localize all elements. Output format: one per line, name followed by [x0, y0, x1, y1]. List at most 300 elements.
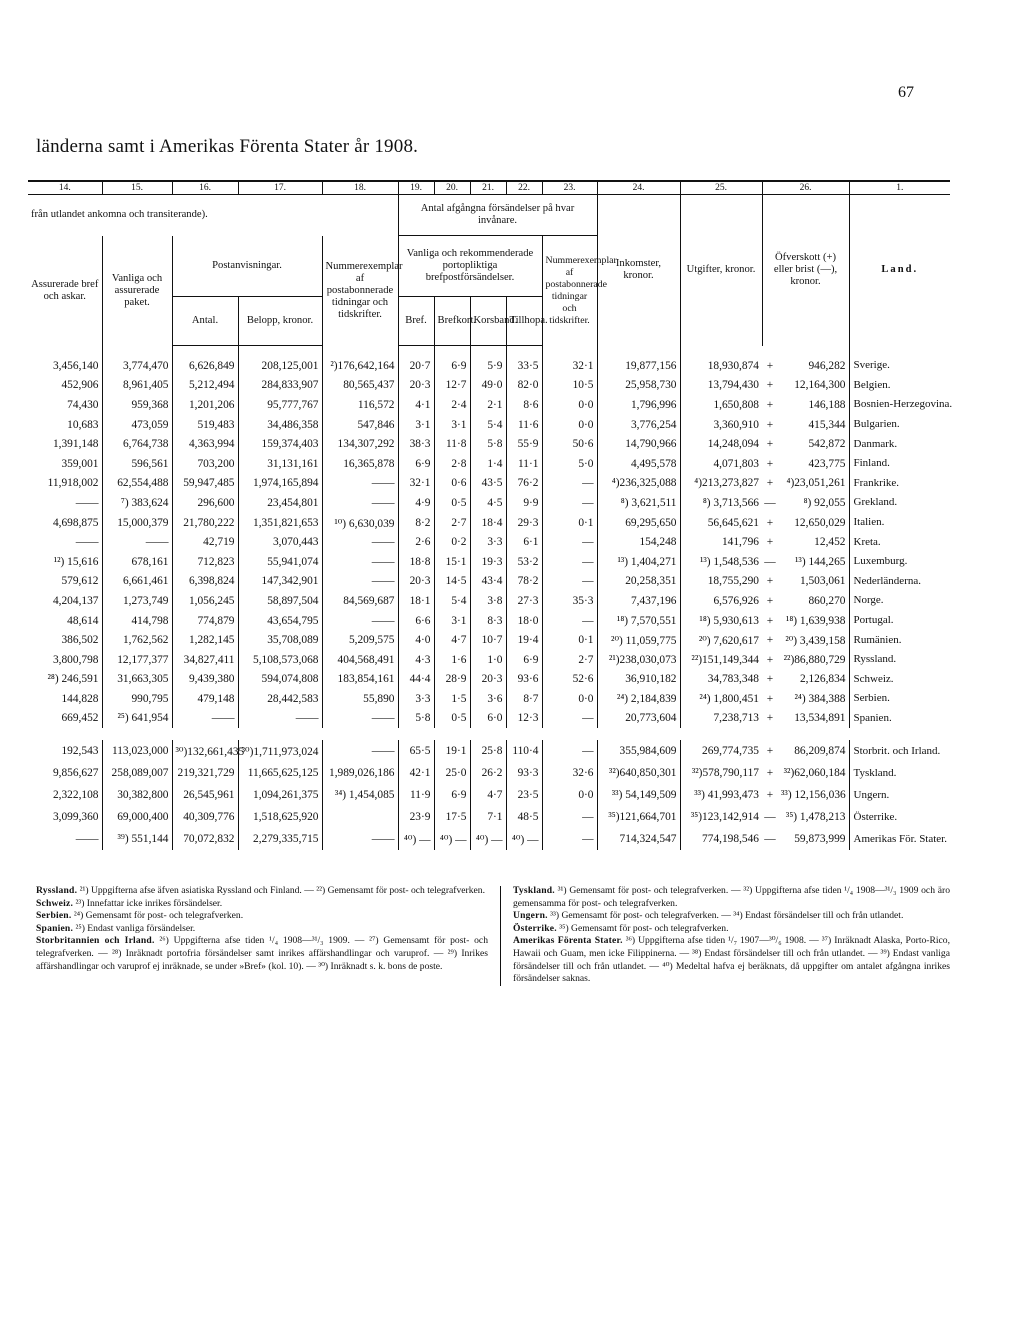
cell-c16: 4,363,994	[172, 434, 238, 454]
statistics-table	[28, 180, 953, 850]
cell-c20: 6·9	[434, 784, 470, 806]
cell-c26: ³⁵) 1,478,213	[785, 811, 846, 824]
cell-c17: 5,108,573,068	[238, 650, 322, 670]
footnote-text: ³⁶) Uppgifterna afse tiden ¹/₇ 1907—³⁰/₆ 1908. — ³⁷) Inräknadt Alaska, Porto-Rico, Hawaii och Guam, men icke Filippinerna. — ³⁸) Endast försändelser till och från utlandet. — ³⁹) Endast vanliga försändelser till och från utlandet. — ⁴⁰) Medeltal hafva ej beräknats, då uppgifter om antalet afgångna inrikes försändelser saknas.	[513, 935, 950, 985]
cell-c24: ³²)640,850,301	[597, 762, 680, 784]
cell-c23: —	[542, 532, 597, 552]
cell-c19: 6·6	[398, 611, 434, 631]
cell-c21: 2·1	[470, 395, 506, 415]
cell-c21: 43·5	[470, 474, 506, 494]
cell-c26: 12,452	[814, 536, 846, 549]
cell-c19: ⁴⁰) —	[398, 828, 434, 850]
cell-c20: 0·5	[434, 709, 470, 729]
cell-c20: 3·1	[434, 611, 470, 631]
cell-c17: 159,374,403	[238, 434, 322, 454]
cell-c23: —	[542, 493, 597, 513]
cell-sign: +	[766, 516, 774, 529]
cell-c25: ³²)578,790,117	[680, 762, 762, 784]
footnotes-left	[36, 885, 488, 973]
cell-c22: 33·5	[506, 346, 542, 376]
cell-c19: 3·3	[398, 689, 434, 709]
cell-c25: 774,198,546	[680, 828, 762, 850]
cell-c26: ²⁰) 3,439,158	[785, 635, 846, 648]
cell-c21: 5·9	[470, 346, 506, 376]
cell-c21: 25·8	[470, 740, 506, 762]
table-row	[28, 346, 950, 376]
cell-sign: +	[766, 457, 774, 470]
cell-c17: ——	[238, 709, 322, 729]
cell-land: Grekland.	[849, 493, 950, 513]
group-incoming-header: från utlandet ankomna och transiterande).	[31, 209, 208, 221]
cell-c23: 32·6	[542, 762, 597, 784]
cell-c22: 110·4	[506, 740, 542, 762]
cell-c17: 34,486,358	[238, 415, 322, 435]
cell-c18: ——	[322, 709, 398, 729]
cell-c19: 23·9	[398, 806, 434, 828]
cell-c18: ——	[322, 552, 398, 572]
cell-c20: 4·7	[434, 630, 470, 650]
nummerexemplar-header: Nummerexemplar af postabonnerade tidningar och tidskrifter.	[322, 236, 398, 346]
cell-sign: +	[766, 745, 774, 758]
cell-c17: 23,454,801	[238, 493, 322, 513]
cell-c21: 20·3	[470, 670, 506, 690]
cell-c25: ²⁴) 1,800,451	[680, 689, 762, 709]
cell-c25: ¹⁸) 5,930,613	[680, 611, 762, 631]
col-number: 20.	[434, 181, 470, 195]
cell-sign: +	[766, 767, 774, 780]
cell-c22: 76·2	[506, 474, 542, 494]
cell-c14: 48,614	[67, 614, 99, 627]
cell-c22: 93·6	[506, 670, 542, 690]
table-row	[28, 611, 950, 631]
cell-c26: ²⁴) 384,388	[794, 692, 846, 705]
cell-c16: ——	[172, 709, 238, 729]
cell-c14: 579,612	[61, 575, 99, 588]
cell-c14: ——	[75, 536, 99, 549]
cell-c21: 5·8	[470, 434, 506, 454]
cell-land: Schweiz.	[849, 670, 950, 690]
cell-c21: 10·7	[470, 630, 506, 650]
cell-c21: 49·0	[470, 376, 506, 396]
cell-c26: 860,270	[808, 594, 846, 607]
table-row	[28, 395, 950, 415]
bref-header: Bref.	[398, 297, 434, 346]
row-gap	[28, 728, 950, 740]
table-row	[28, 709, 950, 729]
cell-c22: 53·2	[506, 552, 542, 572]
cell-c14: 192,543	[61, 745, 99, 758]
cell-c19: 4·1	[398, 395, 434, 415]
footnote	[513, 885, 950, 910]
korsband-header: Korsband.	[470, 297, 506, 346]
cell-c23: 52·6	[542, 670, 597, 690]
footnote-country: Tyskland.	[513, 885, 555, 896]
cell-sign: +	[766, 712, 774, 725]
footnote-divider	[500, 886, 501, 986]
cell-c26: ⁴)23,051,261	[786, 477, 846, 490]
cell-c23: 5·0	[542, 454, 597, 474]
cell-c20: 2·8	[434, 454, 470, 474]
footnote-country: Serbien.	[36, 910, 72, 922]
cell-sign: —	[764, 811, 776, 824]
cell-c19: 4·9	[398, 493, 434, 513]
cell-c22: 8·6	[506, 395, 542, 415]
group-outgoing-header: Antal afgångna försändelser på hvar invånare.	[398, 195, 597, 236]
cell-c20: 15·1	[434, 552, 470, 572]
cell-c26: 59,873,999	[794, 833, 846, 846]
footnote-text: ²⁵) Endast vanliga försändelser.	[75, 922, 196, 934]
cell-c24: 19,877,156	[597, 346, 680, 376]
cell-c20: 28·9	[434, 670, 470, 690]
table-row	[28, 415, 950, 435]
cell-c19: 2·6	[398, 532, 434, 552]
cell-c23: 0·0	[542, 395, 597, 415]
cell-c25: ³³) 41,993,473	[680, 784, 762, 806]
cell-c18: ——	[322, 532, 398, 552]
cell-c14: 9,856,627	[52, 767, 99, 780]
cell-c22: 9·9	[506, 493, 542, 513]
cell-c24: 1,796,996	[597, 395, 680, 415]
col-number: 18.	[322, 181, 398, 195]
cell-c20: 25·0	[434, 762, 470, 784]
cell-c15: 3,774,470	[102, 346, 172, 376]
cell-c14: 359,001	[61, 457, 99, 470]
cell-sign: —	[764, 496, 776, 509]
cell-c14: ²⁸) 246,591	[47, 673, 99, 686]
cell-c20: 2·7	[434, 513, 470, 533]
cell-c24: ¹³) 1,404,271	[597, 552, 680, 572]
cell-c17: 1,351,821,653	[238, 513, 322, 533]
assurerade-header: Assurerade bref och askar.	[31, 278, 99, 302]
cell-c19: 20·7	[398, 346, 434, 376]
cell-c15: 30,382,800	[102, 784, 172, 806]
cell-c18: 183,854,161	[322, 670, 398, 690]
cell-land: Bosnien-Herzegovina.	[849, 395, 950, 415]
cell-c16: 9,439,380	[172, 670, 238, 690]
cell-c26: ¹³) 144,265	[795, 555, 846, 568]
cell-c25: ²⁰) 7,620,617	[680, 630, 762, 650]
cell-c16: 40,309,776	[172, 806, 238, 828]
cell-c23: 50·6	[542, 434, 597, 454]
cell-land: Danmark.	[849, 434, 950, 454]
cell-c20: ⁴⁰) —	[434, 828, 470, 850]
cell-c17: 2,279,335,715	[238, 828, 322, 850]
cell-c15: 678,161	[102, 552, 172, 572]
antal-header: Antal.	[172, 297, 238, 346]
cell-c16: 5,212,494	[172, 376, 238, 396]
cell-c18	[322, 806, 398, 828]
col-number: 14.	[28, 181, 102, 195]
cell-land: Storbrit. och Irland.	[849, 740, 950, 762]
cell-c23: —	[542, 709, 597, 729]
footnote-country: Storbritannien och Irland.	[36, 935, 155, 947]
inkomster-header: Inkomster, kronor.	[597, 195, 680, 346]
cell-c14: ¹²) 15,616	[53, 555, 99, 568]
cell-c25: 13,794,430	[680, 376, 762, 396]
cell-c15: ²⁵) 641,954	[102, 709, 172, 729]
cell-land: Ungern.	[849, 784, 950, 806]
cell-c16: 26,545,961	[172, 784, 238, 806]
cell-c20: 19·1	[434, 740, 470, 762]
cell-c20: 12·7	[434, 376, 470, 396]
cell-c15: 959,368	[102, 395, 172, 415]
vanliga-rekommenderade-header: Vanliga och rekommenderade portopliktiga brefpostförsändelser.	[398, 236, 542, 297]
cell-c18: ——	[322, 611, 398, 631]
cell-c14: 669,452	[61, 712, 99, 725]
cell-c17: 1,974,165,894	[238, 474, 322, 494]
footnote	[513, 910, 950, 923]
cell-sign: +	[766, 438, 774, 451]
cell-c15: 990,795	[102, 689, 172, 709]
cell-c14: ——	[75, 496, 99, 509]
cell-c25: 14,248,094	[680, 434, 762, 454]
cell-sign: +	[766, 614, 774, 627]
cell-c20: 5·4	[434, 591, 470, 611]
cell-c24: 69,295,650	[597, 513, 680, 533]
table-row	[28, 532, 950, 552]
cell-land: Ryssland.	[849, 650, 950, 670]
cell-c24: ⁸) 3,621,511	[597, 493, 680, 513]
cell-c24: 355,984,609	[597, 740, 680, 762]
footnote	[513, 923, 950, 936]
cell-c20: 14·5	[434, 572, 470, 592]
cell-c26: 12,164,300	[794, 379, 846, 392]
cell-c25: 141,796	[680, 532, 762, 552]
cell-land: Kreta.	[849, 532, 950, 552]
cell-c19: 32·1	[398, 474, 434, 494]
cell-c23: —	[542, 611, 597, 631]
cell-c16: 774,879	[172, 611, 238, 631]
brefkort-header: Brefkort.	[434, 297, 470, 346]
cell-c16: 59,947,485	[172, 474, 238, 494]
cell-c16: 1,056,245	[172, 591, 238, 611]
cell-c18: ²)176,642,164	[322, 346, 398, 376]
cell-c24: ⁴)236,325,088	[597, 474, 680, 494]
col-number: 24.	[597, 181, 680, 195]
cell-c21: 19·3	[470, 552, 506, 572]
cell-c16: 296,600	[172, 493, 238, 513]
cell-c25: ¹³) 1,548,536	[680, 552, 762, 572]
cell-c19: 11·9	[398, 784, 434, 806]
table-row	[28, 784, 950, 806]
cell-c16: 1,201,206	[172, 395, 238, 415]
page-heading: länderna samt i Amerikas Förenta Stater år 1908.	[36, 136, 419, 157]
cell-land: Amerikas För. Stater.	[849, 828, 950, 850]
cell-land: Portugal.	[849, 611, 950, 631]
cell-sign: +	[766, 398, 774, 411]
cell-c26: 146,188	[808, 398, 846, 411]
cell-c19: 20·3	[398, 376, 434, 396]
cell-c21: 5·4	[470, 415, 506, 435]
cell-c16: 712,823	[172, 552, 238, 572]
col-number: 21.	[470, 181, 506, 195]
cell-c25: ⁴)213,273,827	[680, 474, 762, 494]
cell-c18: 16,365,878	[322, 454, 398, 474]
cell-c16: 6,398,824	[172, 572, 238, 592]
cell-c22: 18·0	[506, 611, 542, 631]
table-row	[28, 513, 950, 533]
cell-land: Serbien.	[849, 689, 950, 709]
cell-sign: +	[766, 536, 774, 549]
cell-c23: 35·3	[542, 591, 597, 611]
cell-c23: 10·5	[542, 376, 597, 396]
utgifter-header: Utgifter, kronor.	[680, 195, 762, 346]
cell-land: Tyskland.	[849, 762, 950, 784]
table-row	[28, 474, 950, 494]
cell-c15: 8,961,405	[102, 376, 172, 396]
cell-c24: ³³) 54,149,509	[597, 784, 680, 806]
footnote-text: ³³) Gemensamt för post- och telegrafverken. — ³⁴) Endast försändelser till och från utlandet.	[550, 910, 904, 922]
col-number: 25.	[680, 181, 762, 195]
table-row	[28, 650, 950, 670]
table-row	[28, 434, 950, 454]
col-number: 17.	[238, 181, 322, 195]
cell-c22: 6·9	[506, 650, 542, 670]
cell-c19: 4·3	[398, 650, 434, 670]
cell-c19: 20·3	[398, 572, 434, 592]
cell-c21: ⁴⁰) —	[470, 828, 506, 850]
cell-c21: 7·1	[470, 806, 506, 828]
cell-c15: ——	[102, 532, 172, 552]
cell-c14: 4,204,137	[52, 594, 99, 607]
cell-c20: 2·4	[434, 395, 470, 415]
cell-c20: 11·8	[434, 434, 470, 454]
cell-c23: 32·1	[542, 346, 597, 376]
cell-c18: 547,846	[322, 415, 398, 435]
cell-c16: 70,072,832	[172, 828, 238, 850]
footnote-text: ²³) Innefattar icke inrikes försändelser.	[75, 897, 223, 909]
cell-c26: ²²)86,880,729	[783, 653, 846, 666]
col-number: 26.	[762, 181, 849, 195]
cell-land: Belgien.	[849, 376, 950, 396]
cell-c23: 0·0	[542, 784, 597, 806]
cell-c14: 3,456,140	[52, 359, 99, 372]
column-number-row	[28, 181, 950, 195]
cell-c25: ³⁵)123,142,914	[680, 806, 762, 828]
cell-c17: 147,342,901	[238, 572, 322, 592]
cell-c25: 1,650,808	[680, 395, 762, 415]
cell-c19: 42·1	[398, 762, 434, 784]
cell-c24: 714,324,547	[597, 828, 680, 850]
cell-sign: —	[764, 555, 776, 568]
cell-c22: 23·5	[506, 784, 542, 806]
col-number: 16.	[172, 181, 238, 195]
cell-c18: 134,307,292	[322, 434, 398, 454]
cell-c19: 3·1	[398, 415, 434, 435]
cell-c22: 55·9	[506, 434, 542, 454]
cell-c23: 0·1	[542, 513, 597, 533]
cell-c19: 5·8	[398, 709, 434, 729]
cell-c26: ³³) 12,156,036	[781, 789, 846, 802]
footnote-country: Ungern.	[513, 910, 548, 922]
table-row	[28, 572, 950, 592]
cell-c24: 4,495,578	[597, 454, 680, 474]
cell-land: Nederländerna.	[849, 572, 950, 592]
cell-c21: 3·3	[470, 532, 506, 552]
cell-c21: 1·0	[470, 650, 506, 670]
cell-c18: 84,569,687	[322, 591, 398, 611]
footnote	[36, 910, 488, 923]
footnote-text: ²¹) Uppgifterna afse äfven asiatiska Ryssland och Finland. — ²²) Gemensamt för post- och telegrafverken.	[79, 885, 485, 896]
cell-land: Rumänien.	[849, 630, 950, 650]
cell-c23: 0·0	[542, 415, 597, 435]
cell-c14: 386,502	[61, 634, 99, 647]
land-header: Land.	[849, 195, 950, 346]
cell-c26: 12,650,029	[794, 516, 846, 529]
footnote	[36, 898, 488, 911]
cell-c15: ⁷) 383,624	[102, 493, 172, 513]
cell-c14: 2,322,108	[52, 789, 99, 802]
cell-c17: 43,654,795	[238, 611, 322, 631]
footnote-country: Amerikas Förenta Stater.	[513, 935, 623, 947]
cell-c15: ³⁹) 551,144	[102, 828, 172, 850]
cell-c15: 1,762,562	[102, 630, 172, 650]
footnote-country: Ryssland.	[36, 885, 78, 896]
cell-c22: 6·1	[506, 532, 542, 552]
cell-c18: ——	[322, 493, 398, 513]
col-number: 19.	[398, 181, 434, 195]
cell-c24: 154,248	[597, 532, 680, 552]
table-row	[28, 552, 950, 572]
cell-c16: 6,626,849	[172, 346, 238, 376]
cell-land: Spanien.	[849, 709, 950, 729]
cell-c26: 13,534,891	[794, 712, 846, 725]
footnotes-right	[513, 885, 950, 986]
cell-land: Italien.	[849, 513, 950, 533]
cell-c25: 6,576,926	[680, 591, 762, 611]
cell-c20: 17·5	[434, 806, 470, 828]
cell-c21: 43·4	[470, 572, 506, 592]
cell-c24: 7,437,196	[597, 591, 680, 611]
cell-c15: 1,273,749	[102, 591, 172, 611]
cell-land: Luxemburg.	[849, 552, 950, 572]
cell-c19: 4·0	[398, 630, 434, 650]
cell-c24: 20,773,604	[597, 709, 680, 729]
cell-c19: 44·4	[398, 670, 434, 690]
cell-sign: +	[766, 359, 774, 372]
cell-c15: 414,798	[102, 611, 172, 631]
tillhopa-header: Tillhopa.	[506, 297, 542, 346]
footnote-text: ²⁶) Uppgifterna afse tiden ¹/₄ 1908—³¹/₃ 1909. — ²⁷) Gemensamt för post- och telegrafverken. — ²⁸) Inräknadt portofria försändelser samt inrikes affärshandlingar och varuprof. — ²⁹) Inrikes affärshandlingar och varuprof ej inräknade, se under »Bref» (kol. 10). — ³⁰) Inräknadt s. k. bons de poste.	[36, 935, 488, 972]
cell-c24: 25,958,730	[597, 376, 680, 396]
table-row	[28, 828, 950, 850]
cell-c25: 3,360,910	[680, 415, 762, 435]
cell-c19: 38·3	[398, 434, 434, 454]
cell-c15: 596,561	[102, 454, 172, 474]
cell-c18: 55,890	[322, 689, 398, 709]
cell-c17: 1,094,261,375	[238, 784, 322, 806]
table-row	[28, 493, 950, 513]
cell-c15: 473,059	[102, 415, 172, 435]
cell-c25: 4,071,803	[680, 454, 762, 474]
cell-land: Bulgarien.	[849, 415, 950, 435]
ofverskott-header: Öfverskott (+) eller brist (—), kronor.	[762, 195, 849, 346]
cell-sign: +	[766, 575, 774, 588]
cell-c20: 1·6	[434, 650, 470, 670]
cell-c14: ——	[75, 833, 99, 846]
col-number: 23.	[542, 181, 597, 195]
col-number: 15.	[102, 181, 172, 195]
cell-c18: 1,989,026,186	[322, 762, 398, 784]
cell-c24: ²⁰) 11,059,775	[597, 630, 680, 650]
cell-c15: 15,000,379	[102, 513, 172, 533]
cell-c22: ⁴⁰) —	[506, 828, 542, 850]
cell-sign: +	[766, 418, 774, 431]
cell-c21: 6·0	[470, 709, 506, 729]
cell-c23: —	[542, 552, 597, 572]
cell-c22: 8·7	[506, 689, 542, 709]
table-row	[28, 591, 950, 611]
